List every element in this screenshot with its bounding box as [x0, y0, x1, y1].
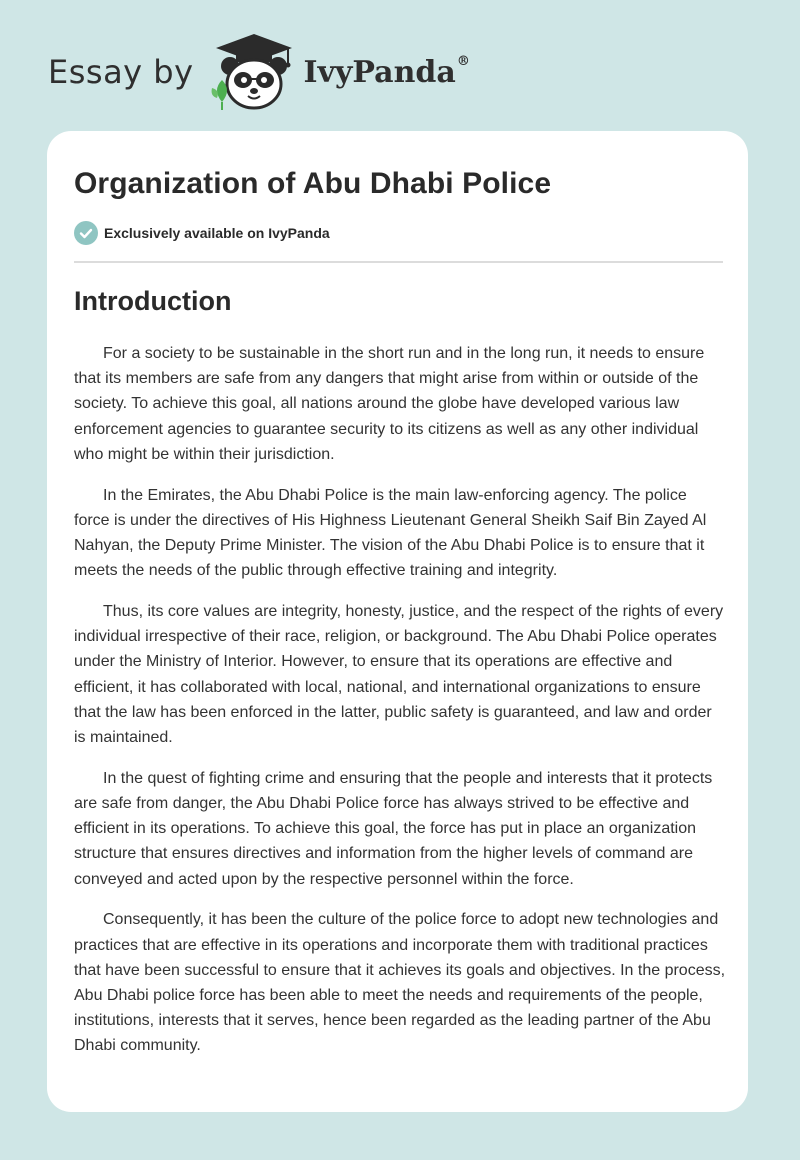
paragraph: Thus, its core values are integrity, honesty, justice, and the respect of the rights of every individual irrespective of their race, religion, or background. The Abu Dhabi Police operates under the Ministry of Interior. However, to ensure that its operations are effective and efficient, it has collaborated with local, national, and international organizations to ensure that the law has been enforced in the latter, public safety is guaranteed, and law and order is maintained.	[74, 603, 724, 747]
exclusive-badge	[74, 221, 330, 245]
page-title: Organization of Abu Dhabi Police	[74, 167, 552, 200]
check-circle-icon	[74, 221, 98, 245]
paragraph: In the Emirates, the Abu Dhabi Police is the main law-enforcing agency. The police force is under the directives of His Highness Lieutenant General Sheikh Saif Bin Zayed Al Nahyan, the Deputy Prime Minister. The vision of the Abu Dhabi Police is to ensure that it meets the needs of the public through effective training and integrity.	[74, 486, 707, 580]
registered-mark: ®	[456, 53, 470, 69]
paragraph: For a society to be sustainable in the short run and in the long run, it needs to ensure that its members are safe from any dangers that might arise from within or outside of the society. To achieve this goal, all nations around the globe have developed various law enforcement agencies to guarantee security to its citizens as well as any other individual who might be within their jurisdiction.	[74, 345, 705, 463]
exclusive-badge-text: Exclusively available on IvyPanda	[104, 225, 330, 241]
paragraph: Consequently, it has been the culture of the police force to adopt new technologies and practices that are effective in its operations and incorporate them with traditional practices that have been successful to ensure that it achieves its goals and objectives. In the process, Abu Dhabi police force has been able to meet the needs and requirements of the people, institutions, interests that it serves, hence been regarded as the leading partner of the Abu Dhabi community.	[74, 911, 726, 1055]
brand-name: IvyPanda®	[303, 53, 470, 90]
essay-by-label: Essay by	[48, 53, 194, 91]
essay-card	[47, 131, 748, 1112]
panda-graduate-icon	[208, 32, 300, 112]
divider	[74, 261, 723, 263]
paragraph: In the quest of fighting crime and ensuring that the people and interests that it protects are safe from danger, the Abu Dhabi Police force has always strived to be effective and efficient in its operations. To achieve this goal, the force has put in place an organization structure that ensures directives and information from the higher levels of command are conveyed and acted upon by the respective personnel within the force.	[74, 769, 713, 888]
site-header	[48, 32, 470, 112]
article-body	[74, 341, 726, 1074]
section-heading: Introduction	[74, 286, 232, 316]
